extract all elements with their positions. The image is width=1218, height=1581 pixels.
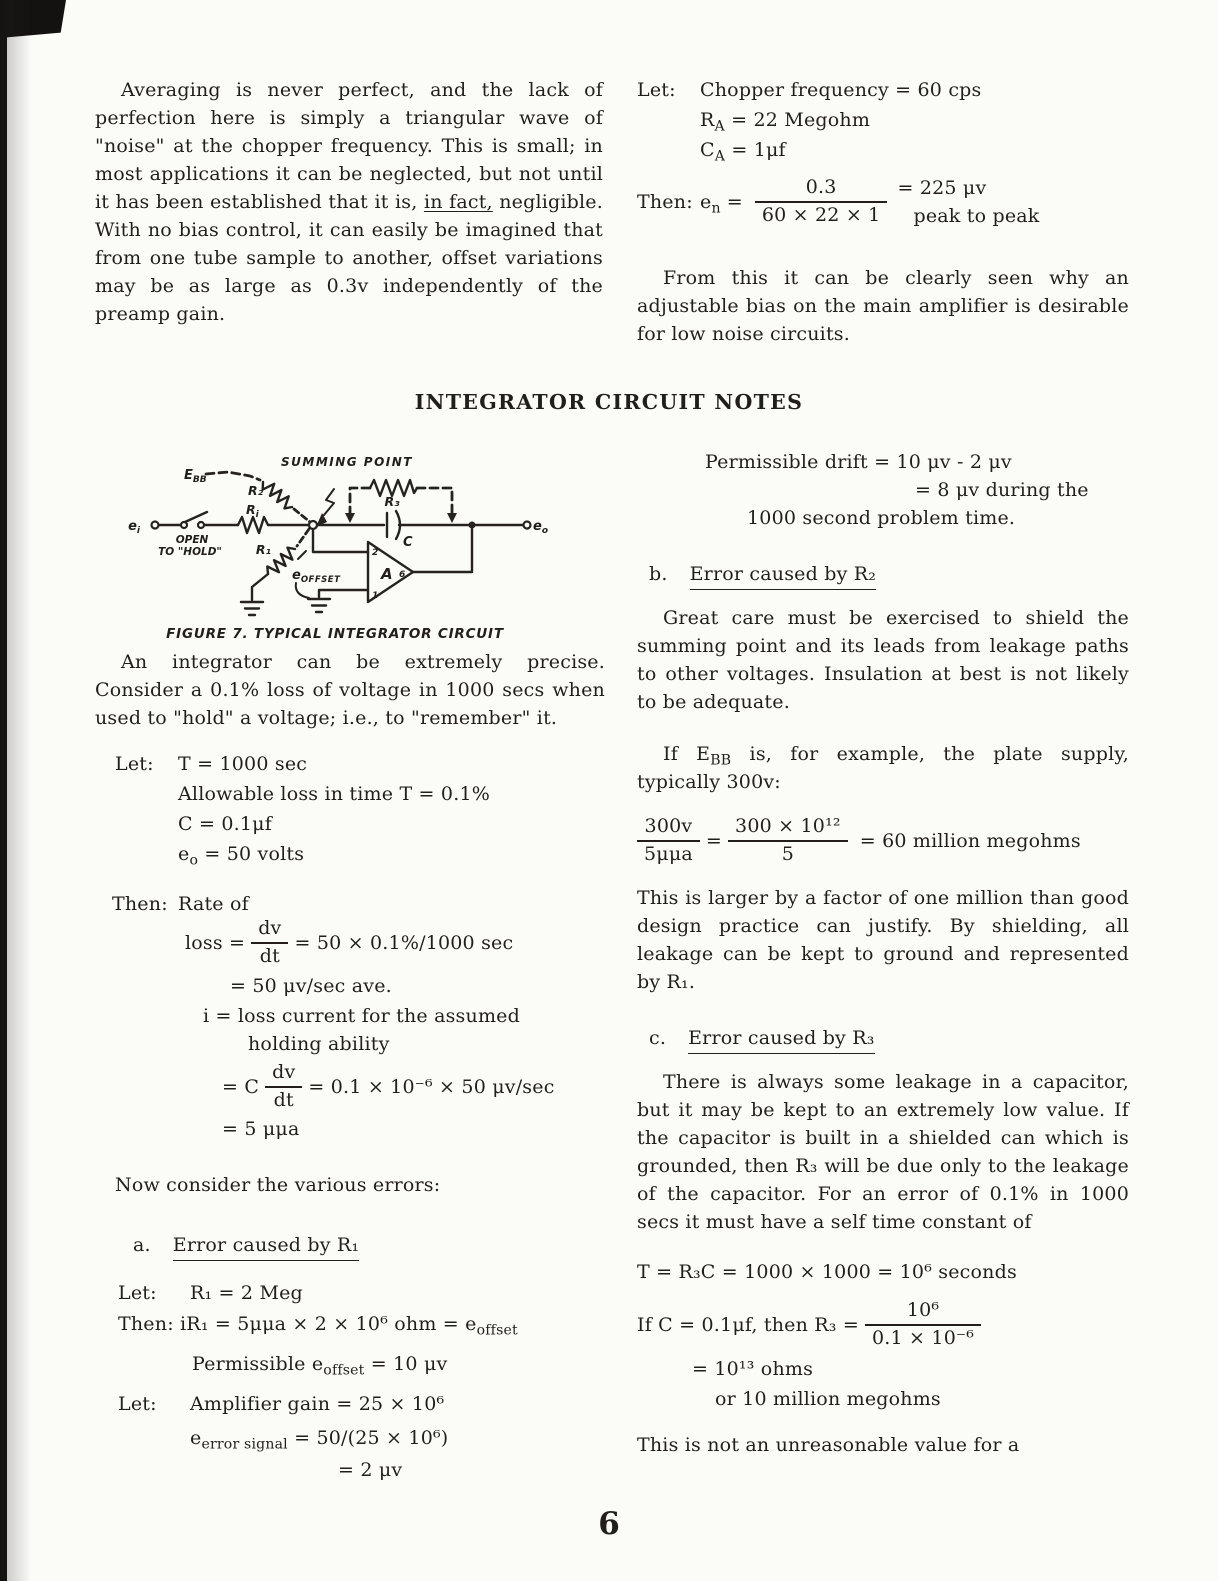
equals-sign: =: [726, 191, 743, 213]
ra-value: = 22 Megohm: [724, 109, 871, 131]
ground-symbol-left: [241, 602, 263, 615]
c-dvdt-result: = 0.1 × 10⁻⁶ × 50 μv/sec: [308, 1075, 555, 1098]
closing-line: This is not an unreasonable value for a: [637, 1434, 1020, 1457]
switch-contact-right: [198, 522, 204, 528]
en-fraction-numerator: 0.3: [755, 177, 888, 203]
let-block-1: [95, 750, 605, 868]
loss-equation-row: [112, 918, 605, 968]
eoffset-leader: [296, 583, 309, 598]
intro-paragraph-block: [95, 76, 603, 328]
let-label: Let:: [118, 1282, 157, 1305]
eo-label: $e_o$: [533, 519, 549, 536]
permissible-drift-line: Permissible drift = 10 μv - 2 μv: [705, 451, 1012, 473]
eoffset-tick: [298, 551, 306, 559]
amplifier-gain-line: Amplifier gain = 25 × 10⁶: [190, 1393, 445, 1416]
switch-open-label: OPEN: [175, 534, 209, 546]
problem-time-line: 1000 second problem time.: [747, 507, 1016, 529]
mua-result-line: = 5 μμa: [222, 1118, 300, 1141]
integrator-circuit-figure: [100, 447, 570, 619]
r3-label: R₃: [384, 494, 400, 509]
summing-point-label: SUMMING POINT: [281, 455, 413, 469]
intro-text-1: Averaging is never perfect, and the lack of perfection here is simply a triangular wave of "noise" at the chopper frequency. This is small; in most applications it can be neglected, but not until it has been established that it is,: [95, 79, 603, 213]
ra-symbol: R: [700, 109, 715, 131]
rate-of-row: [112, 890, 605, 918]
scan-artifact-left-shade: [7, 0, 31, 1581]
ground-symbol-right: [308, 599, 330, 612]
shield-paragraph: Great care must be exercised to shield the summing point and its leads from leakage paths to other voltages. Insulation at best is not likely to be adequate.: [637, 607, 1129, 713]
r1-dashed-lead: [297, 529, 309, 546]
megohms-alt-line: or 10 million megohms: [715, 1388, 941, 1411]
dv: dv: [265, 1062, 302, 1088]
ebb-label: $E_{BB}$: [184, 468, 207, 485]
numerator: 300 × 10¹²: [728, 816, 848, 842]
let-label: Let:: [118, 1393, 157, 1416]
opamp-input-wire: [313, 529, 368, 552]
ri-label: $R_i$: [246, 502, 259, 520]
let-chopper-row: [637, 76, 1129, 104]
dvdt-fraction-2: [265, 1062, 302, 1112]
en-fraction-denominator: 60 × 22 × 1: [761, 204, 881, 226]
input-terminal: [152, 522, 159, 529]
section-a-heading: [95, 1231, 605, 1261]
denominator: 5: [781, 842, 795, 865]
section-heading: INTEGRATOR CIRCUIT NOTES: [414, 390, 804, 414]
c-value-line: C = 0.1μf: [178, 813, 272, 835]
capacitor-label: C: [403, 535, 413, 550]
ra-subscript: A: [714, 118, 725, 135]
section-a-letter: a.: [133, 1234, 151, 1257]
holding-ability-line: holding ability: [248, 1032, 390, 1055]
resistor-r2: [263, 482, 292, 508]
intro-underlined-phrase: in fact,: [423, 191, 493, 213]
en-result-group: [897, 174, 1039, 230]
dt: dt: [273, 1088, 294, 1111]
loss-result: = 50 × 0.1%/1000 sec: [294, 931, 514, 954]
en-result-units: peak to peak: [913, 205, 1040, 227]
intro-paragraph: [95, 76, 603, 328]
r3-fraction: [865, 1300, 981, 1350]
amplifier-label: A: [381, 565, 393, 583]
let-gain-row: [95, 1390, 605, 1418]
permissible-eoffset-line: Permissible $e_{offset} = 10$ μv: [192, 1353, 448, 1379]
megohms-equation: [637, 816, 1129, 866]
section-b-heading: [637, 560, 1129, 590]
section-a-title: Error caused by R₁: [173, 1231, 359, 1261]
en-result: = 225 μv: [897, 177, 987, 199]
left-column: [95, 648, 605, 1484]
r3-equation-row: [637, 1300, 1129, 1350]
figure-caption: FIGURE 7. TYPICAL INTEGRATOR CIRCUIT: [166, 626, 504, 642]
eoffset-label: $e_{OFFSET}$: [292, 568, 341, 585]
switch-contact-left: [181, 522, 187, 528]
integrator-intro-paragraph: An integrator can be extremely precise. Consider a 0.1% loss of voltage in 1000 secs when used to "hold" a voltage; i.e., to "remember" it.: [95, 651, 605, 729]
right-column: [637, 448, 1129, 1459]
megohms-fraction-2: [728, 816, 848, 866]
ebb-dashed-lead: [206, 472, 260, 480]
resistor-r1: [267, 548, 295, 574]
switch-hold-label: TO "HOLD": [158, 546, 222, 558]
then-label: Then:: [112, 893, 168, 915]
denominator: 0.1 × 10⁻⁶: [872, 1326, 975, 1349]
chopper-example-block: [637, 76, 1129, 348]
numerator: 10⁶: [865, 1300, 981, 1326]
opamp-ground-wire: [319, 590, 368, 597]
r3-arrowhead-left: [345, 513, 355, 523]
r3-arrowhead-right: [447, 513, 457, 523]
section-c-letter: c.: [649, 1026, 667, 1049]
summing-point-arrow: [324, 489, 334, 515]
megohms-result: = 60 million megohms: [859, 829, 1081, 852]
leakage-paragraph: There is always some leakage in a capacitor, but it may be kept to an extremely low value. If the capacitor is built in a shielded can which is grounded, then R₃ will be due only to the leakage of the capacitor. For an error of 0.1% in 1000 secs it must have a self time constant of: [637, 1070, 1129, 1233]
numerator: 300v: [637, 816, 700, 842]
scan-artifact-left-edge: [0, 0, 7, 1581]
ohms-result-line: = 10¹³ ohms: [692, 1358, 814, 1381]
now-consider-line: Now consider the various errors:: [115, 1174, 441, 1197]
allowable-loss-line: Allowable loss in time T = 0.1%: [178, 783, 490, 805]
dv: dv: [251, 918, 288, 944]
let-label: Let:: [115, 753, 154, 775]
loss-prefix: loss =: [185, 931, 246, 954]
time-constant-line: T = R₃C = 1000 × 1000 = 10⁶ seconds: [637, 1260, 1017, 1283]
error-signal-line: $e_{error signal} = 50/(25 \times 10^6)$: [190, 1427, 449, 1453]
error-signal-result: = 2 μv: [338, 1459, 403, 1482]
section-c-heading: [637, 1024, 1129, 1054]
ei-label: $e_i$: [128, 519, 140, 536]
then-block-1: [95, 890, 605, 1143]
circuit-wires: [158, 472, 523, 615]
r1-label: R₁: [255, 542, 271, 557]
let-r1-row: [95, 1279, 605, 1307]
ca-value: = 1μf: [725, 139, 786, 161]
dvdt-fraction: [251, 918, 288, 968]
pin-1-label: 1: [372, 591, 379, 601]
r1-value-line: R₁ = 2 Meg: [190, 1282, 303, 1305]
c-dvdt-prefix: = C: [222, 1075, 260, 1098]
eo-value-line: $e_o = 50$ volts: [178, 843, 305, 869]
rate-of-text: Rate of: [178, 893, 249, 915]
summing-node: [309, 521, 317, 529]
bias-conclusion-paragraph: From this it can be clearly seen why an adjustable bias on the main amplifier is desirable for low noise circuits.: [637, 267, 1129, 345]
en-fraction: [755, 177, 888, 227]
c-dvdt-row: [112, 1062, 605, 1112]
loss-current-line: i = loss current for the assumed: [203, 1004, 520, 1027]
intro-text-2: negligible. With no bias control, it can easily be imagined that from one tube sample to another, offset variations may be as large as 0.3v independently of the preamp gain.: [95, 191, 603, 325]
let-label: Let:: [637, 79, 676, 101]
section-b-title: Error caused by R₂: [690, 560, 876, 590]
dt: dt: [259, 944, 280, 967]
megohms-fraction-1: [637, 816, 700, 866]
r3-dashed-left: [350, 488, 370, 515]
circuit-labels: [128, 455, 548, 601]
ca-line: [637, 136, 1129, 164]
denominator: 5μμa: [644, 842, 693, 865]
ebb-paragraph: If $E_{BB}$ is, for example, the plate supply, typically 300v:: [637, 743, 1129, 793]
chopper-frequency-line: Chopper frequency = 60 cps: [700, 79, 982, 101]
loss-average-line: = 50 μv/sec ave.: [230, 974, 392, 997]
resistor-ri: [238, 517, 268, 533]
figure-7-container: [100, 447, 570, 642]
ca-symbol: C: [700, 139, 715, 161]
r2-label: R₂: [248, 483, 264, 498]
en-symbol: $e_n$: [700, 191, 721, 217]
switch-arm: [185, 512, 207, 522]
t-value-line: T = 1000 sec: [178, 753, 308, 775]
opamp-output-wire: [413, 529, 472, 572]
drift-result-line: = 8 μv during the: [915, 479, 1089, 501]
let1-row1: [115, 750, 605, 778]
en-equation: [637, 174, 1129, 230]
junction-dot: [469, 522, 476, 529]
equals-sign: =: [705, 829, 723, 852]
r3-dashed-right: [417, 488, 452, 515]
page-number: 6: [598, 1506, 620, 1542]
r3-equation-prefix: If C = 0.1μf, then R₃ =: [637, 1313, 859, 1336]
ca-subscript: A: [714, 148, 726, 165]
factor-paragraph: This is larger by a factor of one million than good design practice can justify. By shielding, all leakage can be kept to ground and represented by R₁.: [637, 886, 1129, 993]
ra-line: [637, 106, 1129, 134]
then-ir1-line: Then: iR₁ = 5μμa × 2 × 10⁶ ohm = $e_{offset}$: [118, 1313, 518, 1339]
pin-6-label: 6: [399, 570, 406, 580]
output-terminal: [524, 522, 531, 529]
section-c-title: Error caused by R₃: [688, 1024, 874, 1054]
pin-2-label: 2: [372, 548, 379, 558]
then-label: Then:: [637, 191, 693, 213]
section-b-letter: b.: [649, 563, 668, 585]
